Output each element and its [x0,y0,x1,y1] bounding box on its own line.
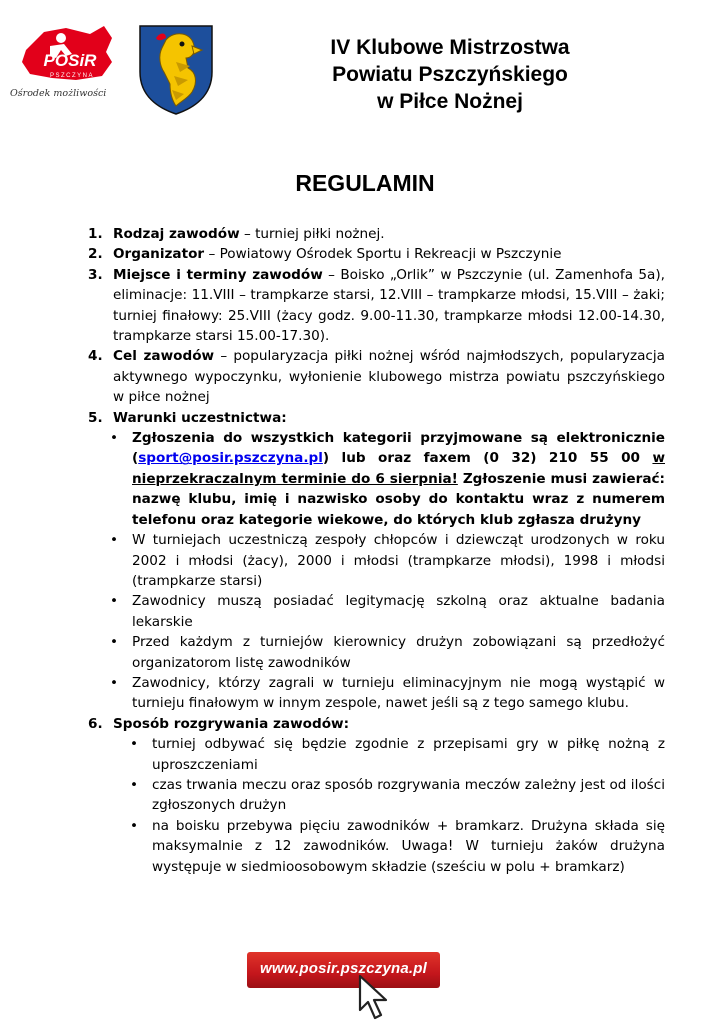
list-item [88,775,665,816]
title-line-1: IV Klubowe Mistrzostwa [330,36,570,59]
rule-number: 1. [88,226,103,242]
rule-item-3 [88,265,665,347]
bullet-text: Zgłoszenie musi zawierać: nazwę klubu, imię i nazwisko osoby do kontaktu wraz z numerem telefonu oraz kategorie wiekowe, do których klub zgłasza drużyny [132,470,665,528]
website-banner-text: www.posir.pszczyna.pl [259,960,428,977]
bullet-text: ) lub oraz faxem (0 32) 210 55 00 [322,450,653,467]
rule-number: 5. [88,409,103,426]
bullet-text: Zawodnicy muszą posiadać legitymację szkolną oraz aktualne badania lekarskie [132,593,665,630]
list-item [88,428,665,530]
rule-text: – Powiatowy Ośrodek Sportu i Rekreacji w Pszczynie [204,246,562,263]
rule-label: Sposób rozgrywania zawodów: [113,715,350,732]
county-crest [136,22,216,116]
rules-list [88,224,665,877]
rule-item-1 [88,224,665,244]
bullet-icon: • [110,430,119,447]
title-line-2: Powiatu Pszczyńskiego [332,63,568,86]
bullet-icon: • [110,532,119,549]
bullet-icon: • [130,776,139,793]
bullet-text: czas trwania meczu oraz sposób rozgrywania meczów zależny jest od ilości zgłoszonych drużyn [152,776,665,814]
rule-text: – popularyzacja piłki nożnej wśród najmłodszych, popularyzacja aktywnego wypoczynku, wyłonienie klubowego mistrza powiatu pszczyńskiego w piłce nożnej [113,348,666,406]
rule-item-5 [88,408,665,428]
email-link[interactable]: sport@posir.pszczyna.pl [138,450,323,467]
rule-5-bullets [88,428,665,714]
posir-logo-city: PSZCZYNA [49,73,95,79]
list-item [88,530,665,591]
list-item [88,673,665,714]
rule-label: Rodzaj zawodów [113,226,240,242]
bullet-text: Przed każdym z turniejów kierownicy drużyn zobowiązani są przedłożyć organizatorom listę zawodników [132,634,665,671]
rule-number: 6. [88,715,103,732]
rule-number: 2. [88,246,103,263]
bullet-icon: • [130,736,139,753]
bullet-icon: • [130,817,139,834]
bullet-icon: • [110,674,119,691]
bullet-text: Zawodnicy, którzy zagrali w turnieju eliminacyjnym nie mogą wystąpić w turnieju finałowym w innym zespole, nawet jeśli są z tego samego klubu. [132,674,665,712]
list-item [88,632,665,673]
rule-label: Warunki uczestnictwa: [113,409,287,426]
rule-label: Miejsce i terminy zawodów [113,266,323,283]
rule-text: – Boisko „Orlik” w Pszczynie (ul. Zamenhofa 5a), eliminacje: 11.VIII – trampkarze starsi, 12.VIII – trampkarze młodsi, 15.VIII – żaki; turniej finałowy: 25.VIII (żacy godz. 9.00-11.30, trampkarze młodsi 12.00-14.30, trampkarze starsi 15.00-17.30). [113,266,665,345]
rule-item-4 [88,346,665,407]
bullet-text: na boisku przebywa pięciu zawodników + bramkarz. Drużyna składa się maksymalnie z 12 zawodników. Uwaga! W turnieju żaków drużyna występuje w siedmioosobowym składzie (sześciu w polu + bramkarz) [152,817,665,875]
rule-label: Organizator [113,246,205,263]
bullet-icon: • [110,634,119,651]
rule-text: – turniej piłki nożnej. [239,226,385,242]
rule-item-6 [88,714,665,734]
rule-number: 4. [88,348,103,365]
website-banner-link[interactable] [247,952,440,988]
page-title [250,34,650,115]
rule-number: 3. [88,266,103,283]
title-line-3: w Piłce Nożnej [377,90,523,113]
bullet-icon: • [110,593,119,610]
deadline-text: w nieprzekraczalnym terminie do 6 sierpnia! [132,450,665,487]
posir-logo [6,22,118,102]
rule-label: Cel zawodów [113,348,215,365]
list-item [88,734,665,775]
rule-6-bullets [88,734,665,877]
bullet-text: W turniejach uczestniczą zespoły chłopców i dziewcząt urodzonych w roku 2002 i młodsi (żacy), 2000 i młodsi (trampkarze młodsi), 1998 i młodsi (trampkarze starsi) [132,532,665,589]
document-heading: REGULAMIN [295,170,435,196]
bullet-text: Zgłoszenia do wszystkich kategorii przyjmowane są elektronicznie ( [132,430,665,467]
posir-logo-text: POSiR [43,51,97,70]
list-item [88,591,665,632]
mouse-pointer-icon [356,974,390,1022]
list-item [88,816,665,877]
rule-item-2 [88,244,665,264]
bullet-text: turniej odbywać się będzie zgodnie z przepisami gry w piłkę nożną z uproszczeniami [152,736,665,773]
posir-logo-tagline: Ośrodek możliwości [10,88,107,99]
